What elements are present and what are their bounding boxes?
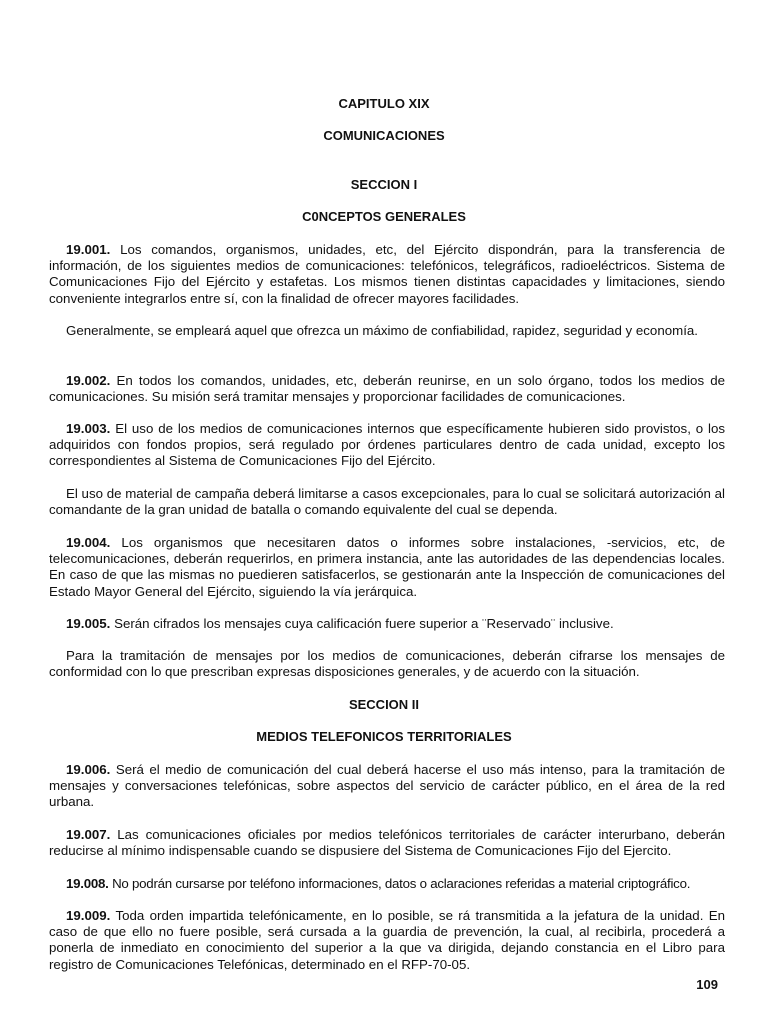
paragraph-number: 19.007.	[66, 827, 111, 842]
paragraph-number: 19.002.	[66, 373, 111, 388]
paragraph	[49, 323, 725, 339]
paragraph-text: Para la tramitación de mensajes por los medios de comunicaciones, deberán cifrarse los mensajes de conformidad con lo que prescriban expresas disposiciones generales, y de acuerdo con la situación.	[49, 648, 725, 680]
paragraph	[49, 648, 725, 680]
chapter-subtitle: COMUNICACIONES	[323, 128, 445, 143]
paragraph-number: 19.005.	[66, 616, 111, 631]
paragraph-19-003	[49, 421, 725, 470]
paragraph-text: Los organismos que necesitaren datos o informes sobre instalaciones, -servicios, etc, de telecomunicaciones, deberán requerirlos, en primera instancia, ante las autoridades de las dependencias locales. En caso de que las mismas no puedieren satisfacerlos, se gestionarán ante la Inspección de comunicaciones del Estado Mayor General del Ejército, siguiendo la vía jerárquica.	[49, 535, 725, 599]
paragraph-text: Toda orden impartida telefónicamente, en lo posible, se rá transmitida a la jefatura de la unidad. En caso de que ello no fuere posible, será cursada a la guardia de prevención, la cual, al recibirla, procederá a ponerla de inmediato en conocimiento del superior a la que va dirigida, dejando constancia en el Libro para registro de Comunicaciones Telefónicas, determinado en el RFP-70-05.	[49, 908, 725, 972]
paragraph-19-008	[49, 876, 725, 892]
paragraph-text: Las comunicaciones oficiales por medios telefónicos territoriales de carácter interurbano, deberán reducirse al mínimo indispensable cuando se dispusiere del Sistema de Comunicaciones Fijo del Ejercito.	[49, 827, 725, 859]
paragraph-number: 19.003.	[66, 421, 111, 436]
paragraph-number: 19.004.	[66, 535, 111, 550]
chapter-title: CAPITULO XIX	[338, 96, 430, 111]
paragraph-19-002	[49, 373, 725, 405]
paragraph-number: 19.009.	[66, 908, 111, 923]
section-title: SECCION II	[348, 697, 420, 712]
paragraph-text: El uso de los medios de comunicaciones internos que específicamente hubieren sido provistos, o los adquiridos con fondos propios, será regulado por órdenes particulares dentro de cada unidad, excepto los correspondientes al Sistema de Comunicaciones Fijo del Ejército.	[49, 421, 725, 469]
paragraph-text: No podrán cursarse por teléfono informaciones, datos o aclaraciones referidas a material criptográfico.	[108, 876, 691, 891]
section-subtitle: MEDIOS TELEFONICOS TERRITORIALES	[256, 729, 512, 744]
paragraph	[49, 486, 725, 518]
paragraph-19-005	[49, 616, 725, 632]
paragraph-text: Los comandos, organismos, unidades, etc, del Ejército dispondrán, para la transferencia de información, de los siguientes medios de comunicaciones: telefónicos, telegráficos, radioeléctricos. Sistema de Comunicaciones Fijo del Ejército y estafetas. Los mismos tienen distintas capacidades y limitaciones, siendo conveniente integrarlos entre sí, con la finalidad de ofrecer mayores facilidades.	[49, 242, 725, 306]
paragraph-text: En todos los comandos, unidades, etc, deberán reunirse, en un solo órgano, todos los medios de comunicaciones. Su misión será tramitar mensajes y proporcionar facilidades de comunicaciones.	[49, 373, 725, 405]
paragraph-19-006	[49, 762, 725, 811]
paragraph-19-001	[49, 242, 725, 307]
paragraph-text: Será el medio de comunicación del cual deberá hacerse el uso más intenso, para la tramitación de mensajes y conversaciones telefónicas, sobre aspectos del servicio de carácter público, en el área de la red urbana.	[49, 762, 725, 810]
section-title: SECCION I	[350, 177, 418, 192]
paragraph-19-007	[49, 827, 725, 859]
section-subtitle: C0NCEPTOS GENERALES	[302, 209, 466, 224]
paragraph-text: Generalmente, se empleará aquel que ofrezca un máximo de confiabilidad, rapidez, seguridad y economía.	[66, 323, 698, 338]
paragraph-text: El uso de material de campaña deberá limitarse a casos excepcionales, para lo cual se solicitará autorización al comandante de la gran unidad de batalla o comando equivalente del cual se dependa.	[49, 486, 725, 518]
paragraph-19-009	[49, 908, 725, 973]
paragraph-number: 19.008.	[66, 876, 109, 891]
paragraph-19-004	[49, 535, 725, 600]
paragraph-number: 19.001.	[66, 242, 111, 257]
paragraph-text: Serán cifrados los mensajes cuya calificación fuere superior a ¨Reservado¨ inclusive.	[110, 616, 614, 631]
paragraph-number: 19.006.	[66, 762, 111, 777]
page-number: 109	[696, 977, 718, 992]
